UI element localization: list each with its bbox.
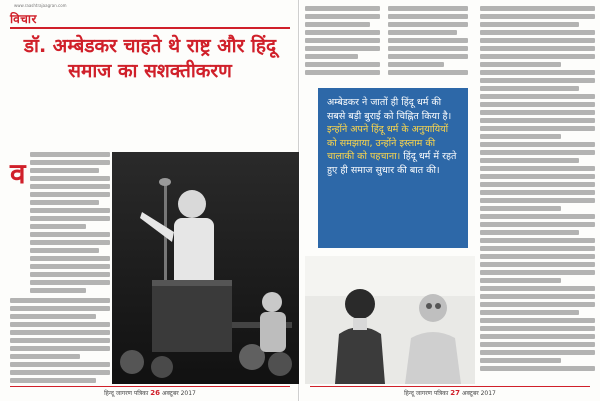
right-col2-top-text — [388, 6, 468, 82]
pull-quote-part-2: इन्होंने अपने हिंदू धर्म के अनुयायियों को समझाया, उन्होंने इस्लाम की चालाकी को पहचाना। — [327, 124, 449, 162]
left-body-text — [30, 152, 110, 294]
section-rule — [10, 27, 290, 29]
article-headline: डॉ. अम्बेडकर चाहते थे राष्ट्र और हिंदू समाज का सशक्तीकरण — [23, 35, 277, 82]
site-url: www.raashtrajaagran.com — [14, 3, 67, 8]
drop-cap: व — [10, 157, 26, 190]
pull-quote-part-3: हिंदू धर्म में रहते हुए ही समाज सुधार की बात की। — [327, 151, 457, 176]
right-col3-text — [480, 6, 595, 384]
left-lower-text — [10, 298, 110, 384]
page-number-right: 27 — [450, 389, 461, 397]
right-col1-top-text — [305, 6, 380, 82]
footer-rule-left — [10, 386, 290, 387]
footer-right-title: हिन्दू जागरण पत्रिका — [404, 390, 449, 397]
pull-quote-part-1: अम्बेडकर ने जातों ही हिंदू धर्म की सबसे बड़ी बुराई को चिह्नित किया है। — [327, 97, 452, 122]
footer-rule-right — [310, 386, 590, 387]
footer-right-date: अक्टूबर 2017 — [461, 390, 496, 397]
pull-quote-box — [318, 88, 468, 248]
ambedkar-portrait-photo — [305, 256, 475, 384]
footer-left — [60, 389, 240, 397]
page-number-left: 26 — [150, 389, 161, 397]
footer-right — [360, 389, 540, 397]
left-page — [0, 0, 299, 401]
section-label: विचार — [10, 12, 37, 26]
footer-left-date: अक्टूबर 2017 — [161, 390, 196, 397]
footer-left-title: हिन्दू जागरण पत्रिका — [104, 390, 149, 397]
ambedkar-speech-photo — [112, 152, 299, 384]
